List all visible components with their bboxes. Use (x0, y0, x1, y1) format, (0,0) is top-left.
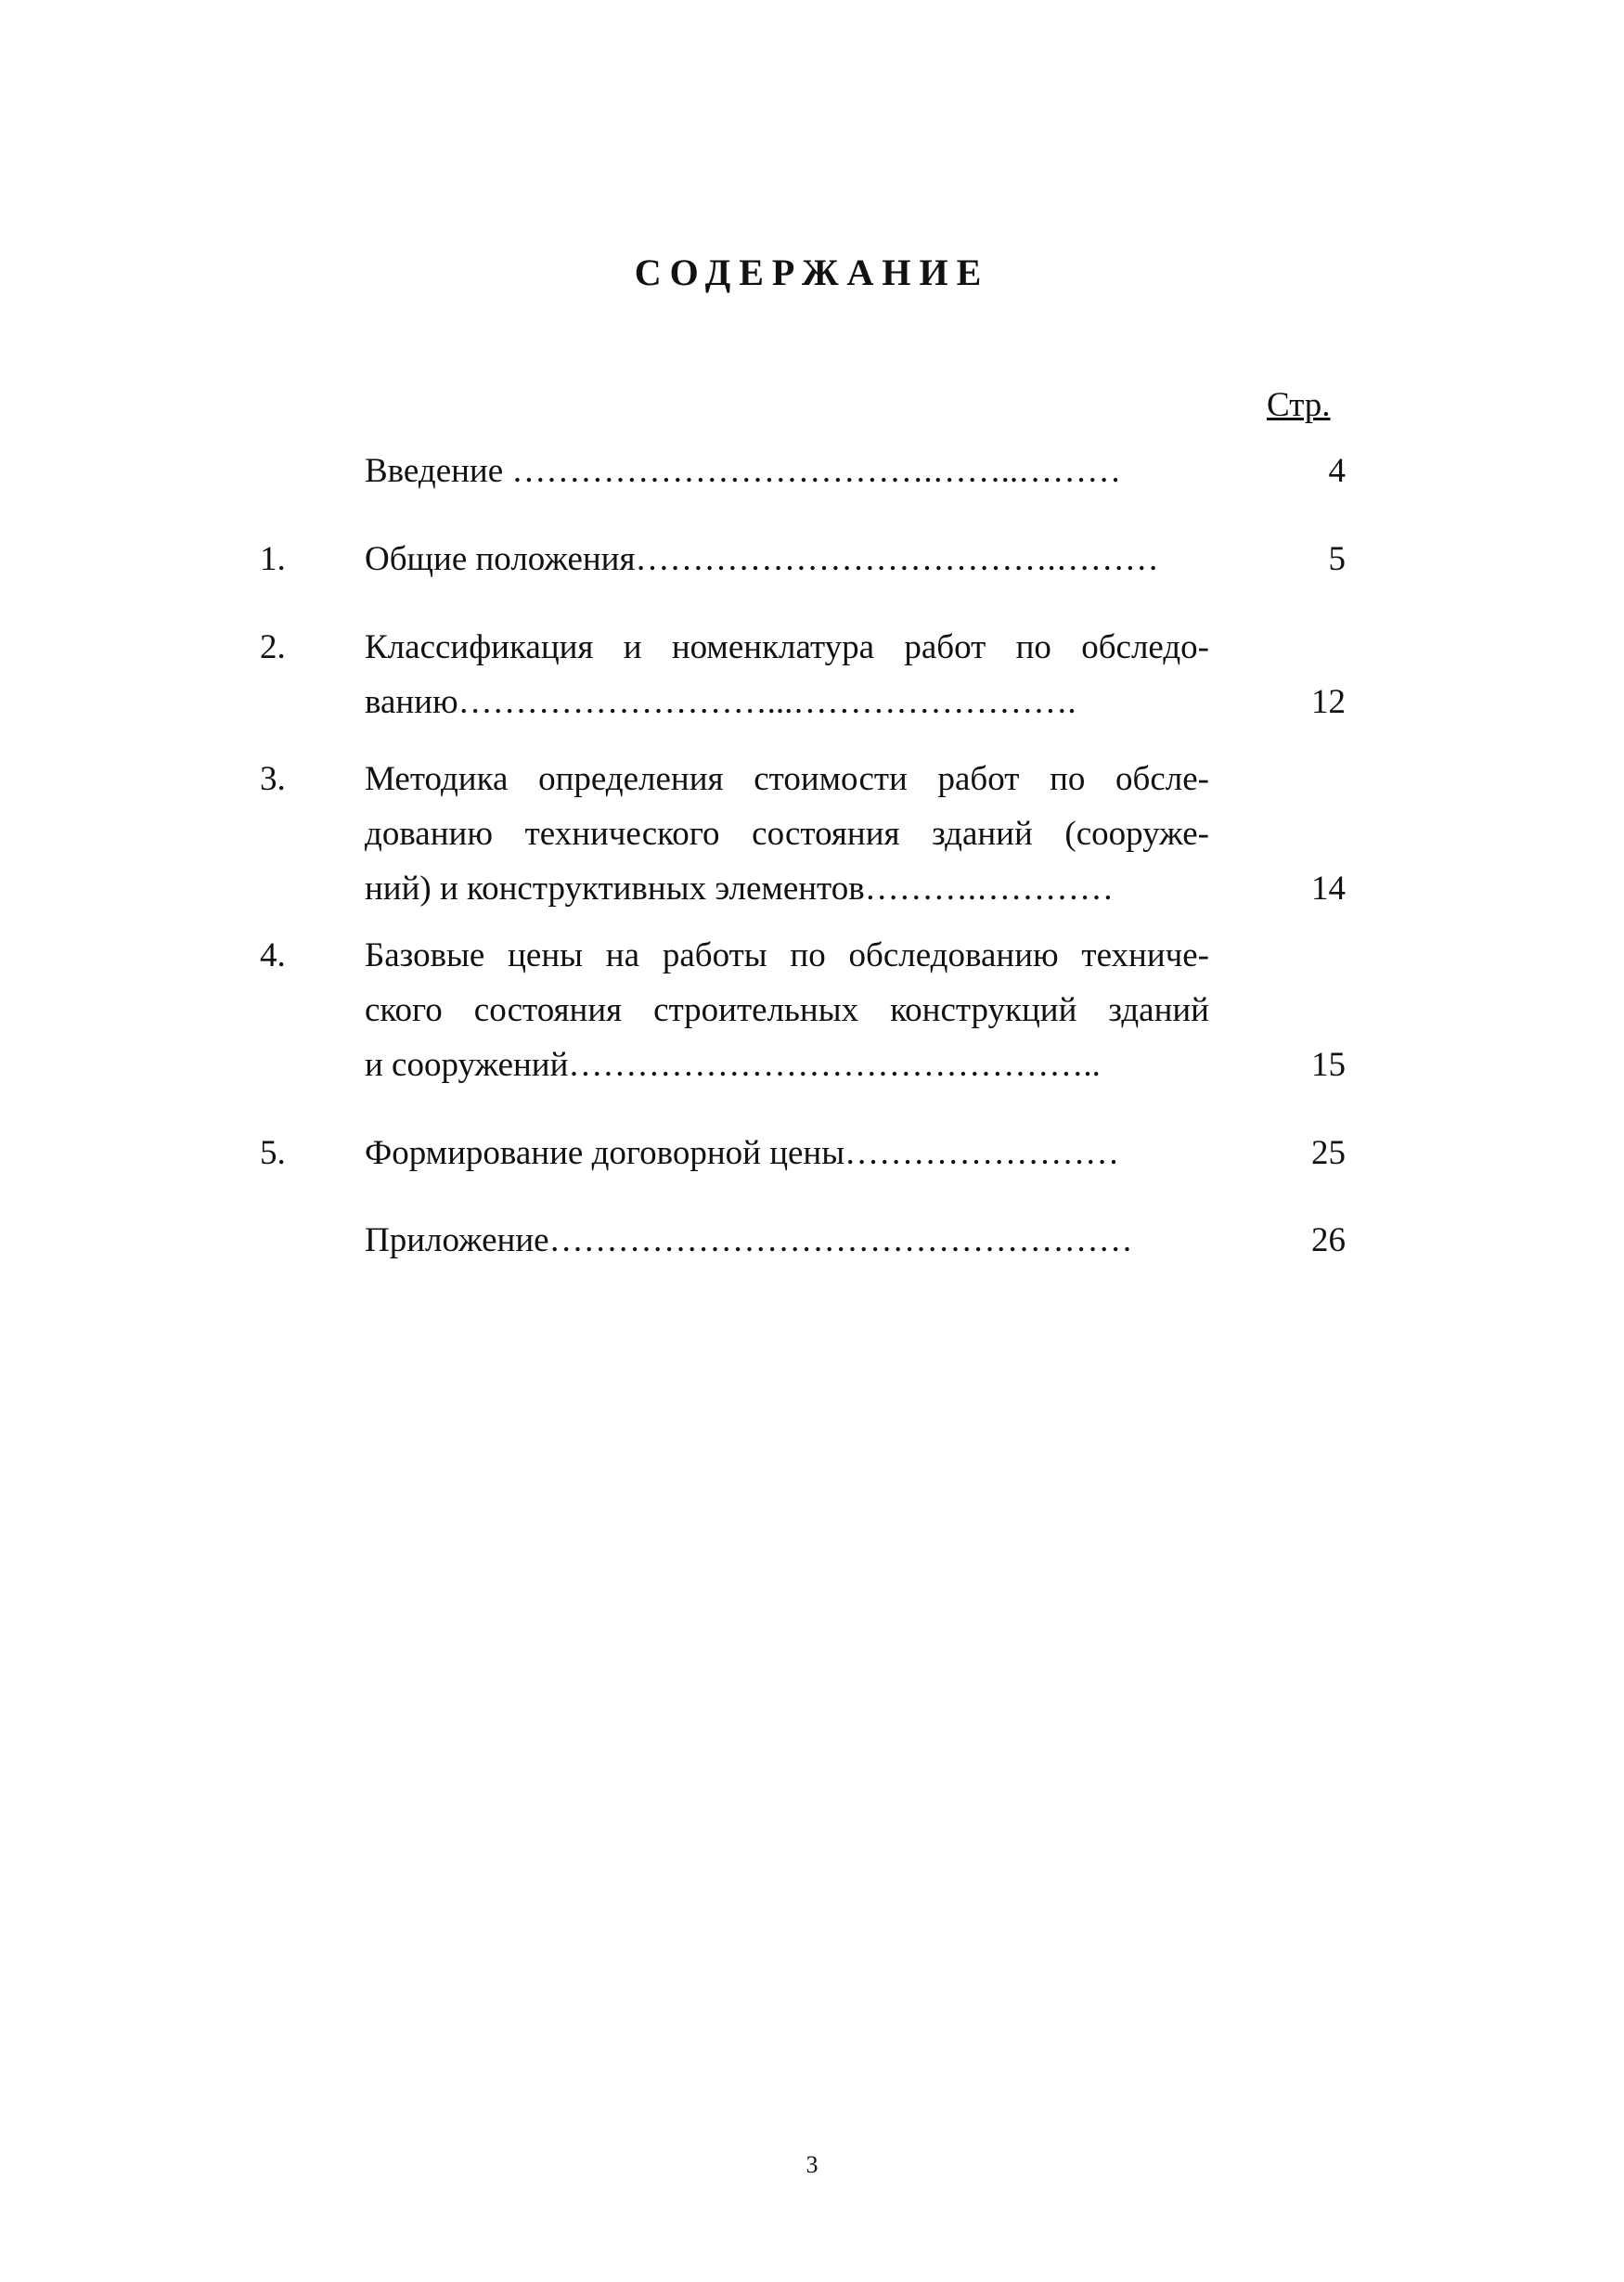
toc-entry-page: 12 (1311, 683, 1346, 721)
toc-entry-title (365, 444, 1209, 498)
toc-entry-line: ний) и конструктивных элементов……….………… (365, 870, 1114, 908)
toc-entry-line: Введение ……………………………….……..……… (365, 452, 1122, 490)
toc-entry-page: 15 (1311, 1046, 1346, 1084)
toc-entry-page: 5 (1328, 540, 1346, 578)
toc-entry-line: Приложение…………………………………………… (365, 1221, 1133, 1259)
toc-entry-line: Формирование договорной цены…………………… (365, 1134, 1120, 1172)
toc-entry-line: дованию технического состояния зданий (сооруже- (365, 815, 1209, 853)
toc-entry-page: 25 (1311, 1134, 1346, 1172)
toc-entry-title (365, 1213, 1209, 1268)
toc-entry-number: 2. (260, 628, 286, 666)
toc-entry-line: Классификация и номенклатура работ по обследо- (365, 628, 1209, 666)
toc-entry-number: 5. (260, 1134, 286, 1172)
toc-entry-title (365, 752, 1209, 916)
toc-entry-title (365, 532, 1209, 587)
toc-entry-line: Методика определения стоимости работ по обсле- (365, 760, 1209, 798)
page-title: СОДЕРЖАНИЕ (634, 251, 990, 293)
toc-entry-number: 4. (260, 936, 286, 974)
toc-entry-number: 3. (260, 760, 286, 798)
toc-entry-line: ского состояния строительных конструкций зданий (365, 991, 1209, 1029)
toc-entry-page: 14 (1311, 870, 1346, 908)
toc-entry-title (365, 928, 1209, 1092)
toc-entry-page: 4 (1328, 452, 1346, 490)
toc-entry-line: Базовые цены на работы по обследованию техниче- (365, 936, 1209, 974)
toc-entry-title (365, 1126, 1209, 1180)
toc-entry-line: и сооружений……………………………………….. (365, 1046, 1101, 1084)
toc-entry-number: 1. (260, 540, 286, 578)
toc-entry-page: 26 (1311, 1221, 1346, 1259)
footer-page-number: 3 (806, 2151, 818, 2178)
toc-entry-line: Общие положения……………………………….……… (365, 540, 1159, 578)
page-column-header: Стр. (1267, 386, 1331, 424)
toc-entry-title (365, 620, 1209, 729)
toc-entry-line: ванию………………………...……………………. (365, 683, 1076, 721)
